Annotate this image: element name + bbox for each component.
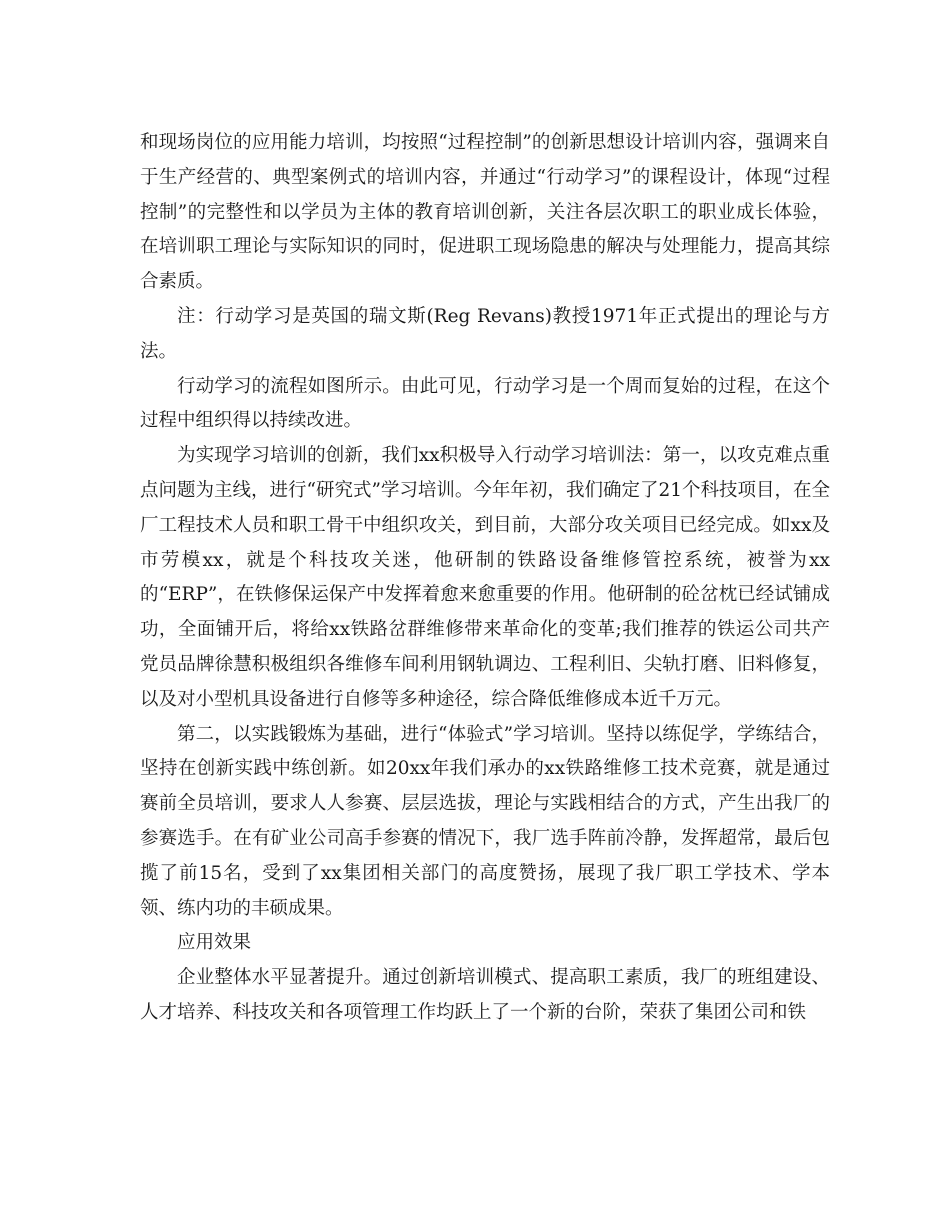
paragraph-5: 第二，以实践锻炼为基础，进行“体验式”学习培训。坚持以练促学，学练结合，坚持在创新实践中练创新。如20xx年我们承办的xx铁路维修工技术竞赛，就是通过赛前全员培训，要求人人参赛、层层选拔，理论与实践相结合的方式，产生出我厂的参赛选手。在有矿业公司高手参赛的情况下，我厂选手阵前冷静，发挥超常，最后包揽了前15名，受到了xx集团相关部门的高度赞扬，展现了我厂职工学技术、学本领、练内功的丰硕成果。 (140, 723, 830, 919)
paragraph-7: 企业整体水平显著提升。通过创新培训模式、提高职工素质，我厂的班组建设、人才培养、科技攻关和各项管理工作均跃上了一个新的台阶，荣获了集团公司和铁 (140, 967, 830, 1023)
paragraph-4: 为实现学习培训的创新，我们xx积极导入行动学习培训法：第一，以攻克难点重点问题为主线，进行“研究式”学习培训。今年年初，我们确定了21个科技项目，在全厂工程技术人员和职工骨干中组织攻关，到目前，大部分攻关项目已经完成。如xx及市劳模xx，就是个科技攻关迷，他研制的铁路设备维修管控系统，被誉为xx的“ERP”，在铁修保运保产中发挥着愈来愈重要的作用。他研制的砼岔枕已经试铺成功，全面铺开后，将给xx铁路岔群维修带来革命化的变革;我们推荐的铁运公司共产党员品牌徐慧积极组织各维修车间利用钢轨调边、工程利旧、尖轨打磨、旧料修复，以及对小型机具设备进行自修等多种途径，综合降低维修成本近千万元。 (140, 445, 830, 710)
paragraph-note: 注：行动学习是英国的瑞文斯(Reg Revans)教授1971年正式提出的理论与方法。 (140, 305, 830, 362)
document-body (140, 126, 830, 1031)
section-heading: 应用效果 (177, 932, 252, 954)
paragraph-3: 行动学习的流程如图所示。由此可见，行动学习是一个周而复始的过程，在这个过程中组织得以持续改进。 (140, 375, 830, 432)
paragraph-1: 和现场岗位的应用能力培训，均按照“过程控制”的创新思想设计培训内容，强调来自于生产经营的、典型案例式的培训内容，并通过“行动学习”的课程设计，体现“过程控制”的完整性和以学员为主体的教育培训创新，关注各层次职工的职业成长体验，在培训职工理论与实际知识的同时，促进职工现场隐患的解决与处理能力，提高其综合素质。 (140, 132, 830, 293)
